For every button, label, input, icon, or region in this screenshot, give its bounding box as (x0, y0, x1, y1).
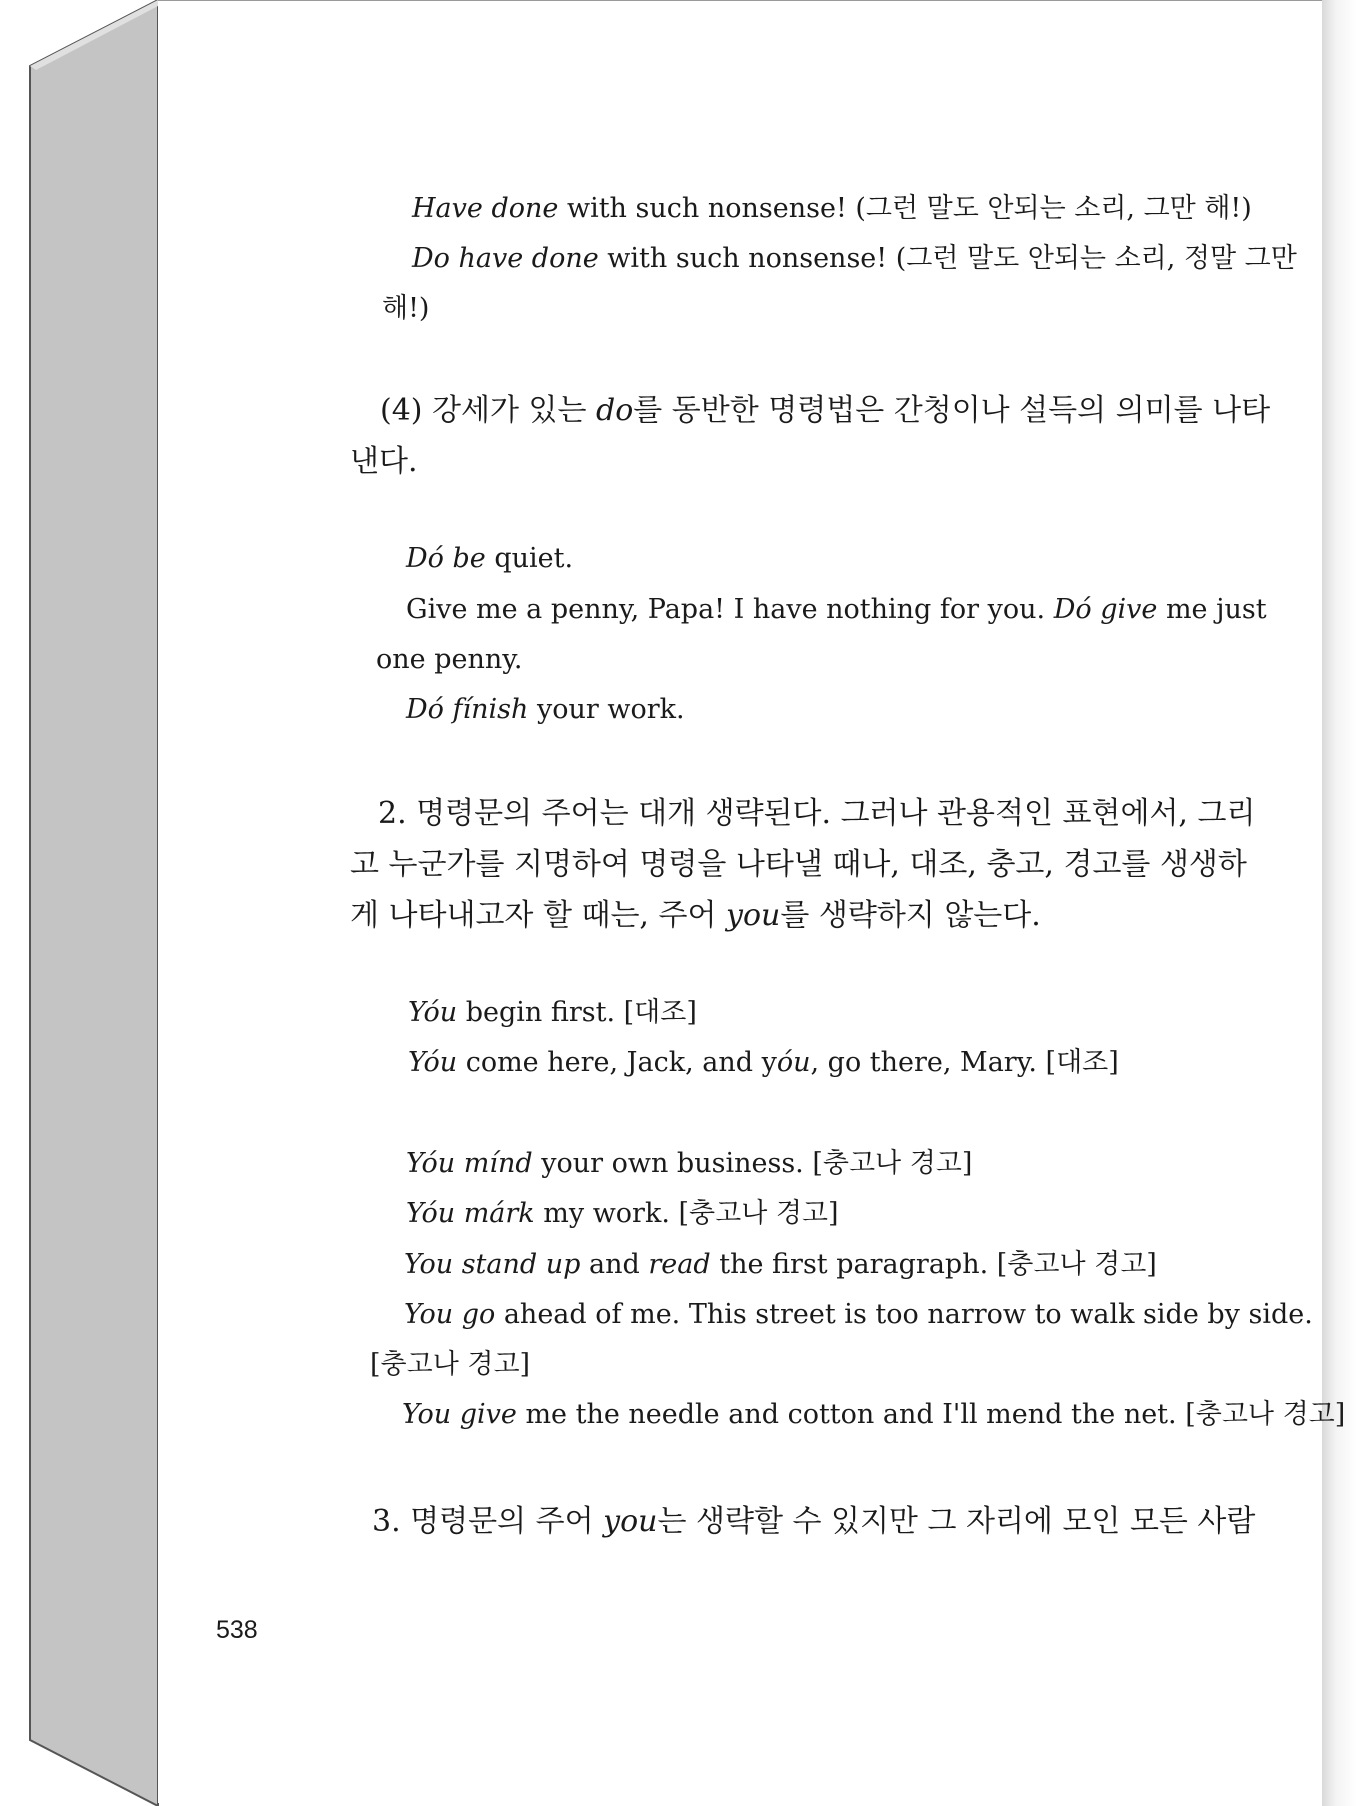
page-number: 538 (216, 1616, 258, 1644)
example-line: Have done with such nonsense! (그런 말도 안되는 소리, 그만 해!) (412, 193, 1252, 224)
example-line: Yóu mínd your own business. [충고나 경고] (406, 1148, 973, 1179)
example-line: one penny. (376, 644, 523, 675)
section-heading: 2. 명령문의 주어는 대개 생략된다. 그러나 관용적인 표현에서, 그리 (378, 796, 1256, 831)
example-line: Dó be quiet. (406, 543, 574, 574)
example-line: 해!) (382, 293, 430, 324)
example-line: Give me a penny, Papa! I have nothing for you. Dó give me just (406, 594, 1267, 625)
section-heading: 3. 명령문의 주어 you는 생략할 수 있지만 그 자리에 모인 모든 사람 (372, 1504, 1256, 1539)
example-line: You stand up and read the first paragraph. [충고나 경고] (404, 1249, 1157, 1280)
example-line: Yóu begin first. [대조] (408, 997, 697, 1028)
section-heading: 게 나타내고자 할 때는, 주어 you를 생략하지 않는다. (350, 898, 1041, 933)
example-line: You give me the needle and cotton and I'll mend the net. [충고나 경고] (402, 1399, 1346, 1430)
section-heading: (4) 강세가 있는 do를 동반한 명령법은 간청이나 설득의 의미를 나타 (380, 393, 1271, 428)
example-line: [충고나 경고] (370, 1349, 531, 1380)
example-line: You go ahead of me. This street is too narrow to walk side by side. (404, 1299, 1313, 1330)
section-heading: 고 누군가를 지명하여 명령을 나타낼 때나, 대조, 충고, 경고를 생생하 (350, 847, 1247, 882)
page-edge-shadow (1322, 0, 1357, 1806)
example-line: Do have done with such nonsense! (그런 말도 안되는 소리, 정말 그만 (412, 243, 1297, 274)
example-line: Yóu come here, Jack, and yóu, go there, Mary. [대조] (408, 1047, 1119, 1078)
example-line: Dó fínish your work. (406, 694, 685, 725)
example-line: Yóu márk my work. [충고나 경고] (406, 1198, 839, 1229)
section-heading: 낸다. (350, 444, 418, 479)
